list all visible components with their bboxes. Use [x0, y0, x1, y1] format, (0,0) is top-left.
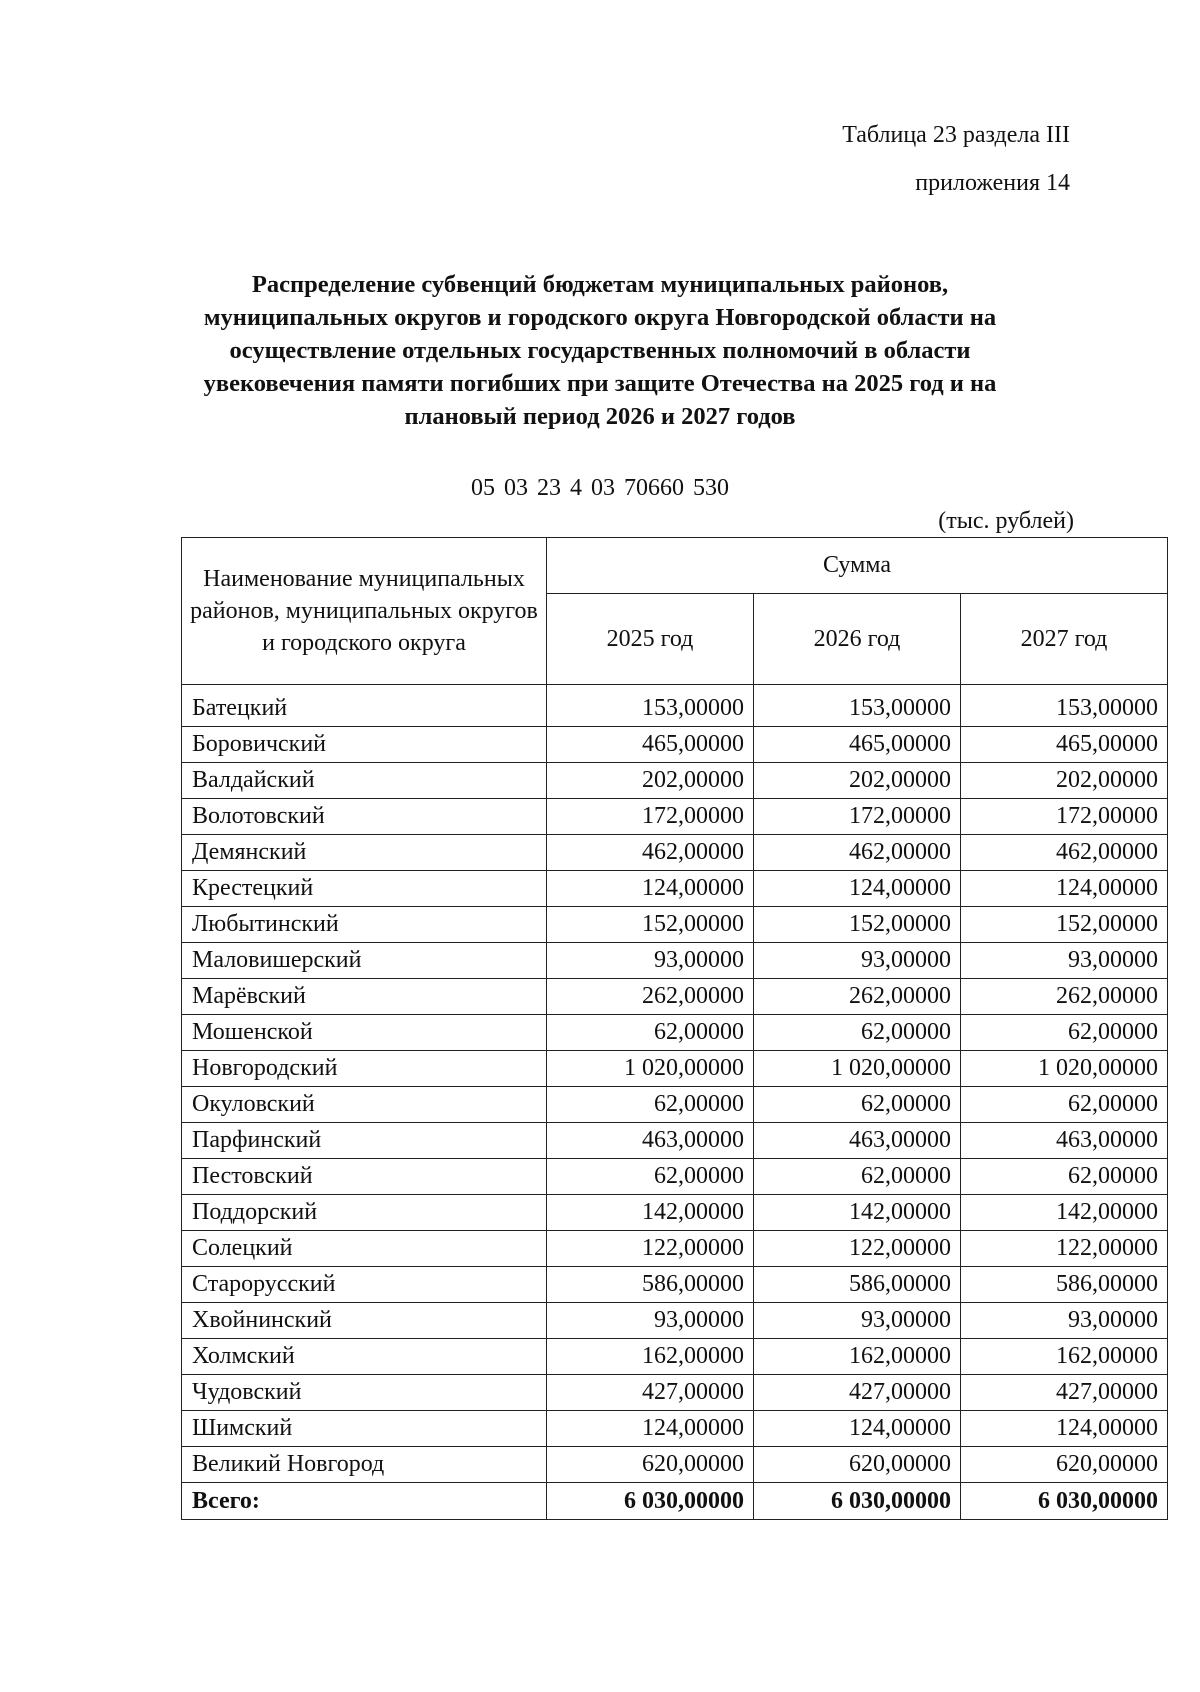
- value-2025-cell: 462,00000: [547, 835, 754, 871]
- district-name-cell: Маловишерский: [182, 943, 547, 979]
- district-name-cell: Окуловский: [182, 1087, 547, 1123]
- value-2027-cell: 162,00000: [961, 1339, 1168, 1375]
- value-2025-cell: 586,00000: [547, 1267, 754, 1303]
- table-reference: Таблица 23 раздела III: [842, 122, 1070, 148]
- value-2026-cell: 62,00000: [754, 1087, 961, 1123]
- value-2025-cell: 93,00000: [547, 1303, 754, 1339]
- district-name-cell: Демянский: [182, 835, 547, 871]
- district-name-cell: Чудовский: [182, 1375, 547, 1411]
- budget-classification-code: 05 03 23 4 03 70660 530: [471, 475, 729, 501]
- subvention-table: [181, 537, 1168, 1520]
- value-2027-cell: 586,00000: [961, 1267, 1168, 1303]
- table-row: [182, 685, 1168, 727]
- table-row: [182, 1015, 1168, 1051]
- table-row: [182, 1339, 1168, 1375]
- district-name-cell: Холмский: [182, 1339, 547, 1375]
- value-2027-cell: 153,00000: [961, 685, 1168, 727]
- value-2025-cell: 62,00000: [547, 1159, 754, 1195]
- value-2025-cell: 172,00000: [547, 799, 754, 835]
- total-2025-cell: 6 030,00000: [547, 1483, 754, 1520]
- value-2027-cell: 93,00000: [961, 943, 1168, 979]
- value-2025-cell: 124,00000: [547, 1411, 754, 1447]
- appendix-reference: приложения 14: [915, 170, 1070, 196]
- table-row: [182, 1267, 1168, 1303]
- value-2026-cell: 1 020,00000: [754, 1051, 961, 1087]
- district-name-cell: Поддорский: [182, 1195, 547, 1231]
- value-2027-cell: 62,00000: [961, 1159, 1168, 1195]
- value-2026-cell: 62,00000: [754, 1159, 961, 1195]
- value-2025-cell: 262,00000: [547, 979, 754, 1015]
- total-2026-cell: 6 030,00000: [754, 1483, 961, 1520]
- district-name-cell: Мошенской: [182, 1015, 547, 1051]
- value-2025-cell: 142,00000: [547, 1195, 754, 1231]
- table-row: [182, 799, 1168, 835]
- district-name-cell: Хвойнинский: [182, 1303, 547, 1339]
- column-header-2026: 2026 год: [754, 594, 961, 685]
- district-name-cell: Крестецкий: [182, 871, 547, 907]
- value-2027-cell: 463,00000: [961, 1123, 1168, 1159]
- value-2025-cell: 463,00000: [547, 1123, 754, 1159]
- document-title: Распределение субвенций бюджетам муниципальных районов, муниципальных округов и городского округа Новгородской области на осуществление отдельных государственных полномочий в области увековечения памяти погибших при защите Отечества на 2025 год и на плановый период 2026 и 2027 годов: [203, 271, 997, 430]
- district-name-cell: Старорусский: [182, 1267, 547, 1303]
- column-header-name: Наименование муниципальных районов, муниципальных округов и городского округа: [182, 538, 547, 685]
- value-2026-cell: 122,00000: [754, 1231, 961, 1267]
- value-2027-cell: 1 020,00000: [961, 1051, 1168, 1087]
- value-2025-cell: 465,00000: [547, 727, 754, 763]
- value-2025-cell: 93,00000: [547, 943, 754, 979]
- value-2027-cell: 172,00000: [961, 799, 1168, 835]
- value-2027-cell: 462,00000: [961, 835, 1168, 871]
- table-row: [182, 1087, 1168, 1123]
- district-name-cell: Солецкий: [182, 1231, 547, 1267]
- value-2025-cell: 162,00000: [547, 1339, 754, 1375]
- district-name-cell: Батецкий: [182, 685, 547, 727]
- value-2025-cell: 1 020,00000: [547, 1051, 754, 1087]
- value-2025-cell: 122,00000: [547, 1231, 754, 1267]
- value-2026-cell: 93,00000: [754, 1303, 961, 1339]
- value-2027-cell: 124,00000: [961, 871, 1168, 907]
- value-2025-cell: 124,00000: [547, 871, 754, 907]
- district-name-cell: Новгородский: [182, 1051, 547, 1087]
- district-name-cell: Валдайский: [182, 763, 547, 799]
- value-2027-cell: 122,00000: [961, 1231, 1168, 1267]
- value-2025-cell: 62,00000: [547, 1015, 754, 1051]
- value-2027-cell: 262,00000: [961, 979, 1168, 1015]
- table-row: [182, 1375, 1168, 1411]
- value-2025-cell: 620,00000: [547, 1447, 754, 1483]
- value-2026-cell: 463,00000: [754, 1123, 961, 1159]
- value-2025-cell: 427,00000: [547, 1375, 754, 1411]
- table-row: [182, 871, 1168, 907]
- table-row: [182, 943, 1168, 979]
- value-2027-cell: 62,00000: [961, 1087, 1168, 1123]
- value-2027-cell: 620,00000: [961, 1447, 1168, 1483]
- column-header-sum: Сумма: [547, 538, 1168, 594]
- table-row: [182, 907, 1168, 943]
- value-2027-cell: 142,00000: [961, 1195, 1168, 1231]
- value-2026-cell: 93,00000: [754, 943, 961, 979]
- table-row: [182, 1159, 1168, 1195]
- column-header-2025: 2025 год: [547, 594, 754, 685]
- column-header-2027: 2027 год: [961, 594, 1168, 685]
- value-2026-cell: 620,00000: [754, 1447, 961, 1483]
- value-2027-cell: 427,00000: [961, 1375, 1168, 1411]
- table-row: [182, 1123, 1168, 1159]
- table-row: [182, 763, 1168, 799]
- district-name-cell: Волотовский: [182, 799, 547, 835]
- total-2027-cell: 6 030,00000: [961, 1483, 1168, 1520]
- table-row: [182, 727, 1168, 763]
- table-row: [182, 1051, 1168, 1087]
- total-row: [182, 1483, 1168, 1520]
- table-body: [182, 685, 1168, 1520]
- value-2025-cell: 62,00000: [547, 1087, 754, 1123]
- table-row: [182, 835, 1168, 871]
- table-row: [182, 1411, 1168, 1447]
- units-label: (тыс. рублей): [938, 508, 1074, 534]
- table-row: [182, 979, 1168, 1015]
- value-2026-cell: 262,00000: [754, 979, 961, 1015]
- value-2026-cell: 124,00000: [754, 1411, 961, 1447]
- table-row: [182, 1447, 1168, 1483]
- district-name-cell: Парфинский: [182, 1123, 547, 1159]
- value-2026-cell: 465,00000: [754, 727, 961, 763]
- table-row: [182, 1195, 1168, 1231]
- value-2025-cell: 202,00000: [547, 763, 754, 799]
- value-2027-cell: 124,00000: [961, 1411, 1168, 1447]
- value-2025-cell: 153,00000: [547, 685, 754, 727]
- value-2025-cell: 152,00000: [547, 907, 754, 943]
- value-2026-cell: 152,00000: [754, 907, 961, 943]
- value-2026-cell: 586,00000: [754, 1267, 961, 1303]
- value-2026-cell: 153,00000: [754, 685, 961, 727]
- district-name-cell: Любытинский: [182, 907, 547, 943]
- district-name-cell: Шимский: [182, 1411, 547, 1447]
- district-name-cell: Пестовский: [182, 1159, 547, 1195]
- district-name-cell: Марёвский: [182, 979, 547, 1015]
- value-2027-cell: 93,00000: [961, 1303, 1168, 1339]
- table-row: [182, 1231, 1168, 1267]
- value-2027-cell: 152,00000: [961, 907, 1168, 943]
- total-label-cell: Всего:: [182, 1483, 547, 1520]
- value-2027-cell: 202,00000: [961, 763, 1168, 799]
- value-2026-cell: 172,00000: [754, 799, 961, 835]
- district-name-cell: Боровичский: [182, 727, 547, 763]
- value-2026-cell: 462,00000: [754, 835, 961, 871]
- value-2026-cell: 142,00000: [754, 1195, 961, 1231]
- value-2027-cell: 62,00000: [961, 1015, 1168, 1051]
- district-name-cell: Великий Новгород: [182, 1447, 547, 1483]
- value-2026-cell: 162,00000: [754, 1339, 961, 1375]
- value-2026-cell: 124,00000: [754, 871, 961, 907]
- value-2027-cell: 465,00000: [961, 727, 1168, 763]
- value-2026-cell: 202,00000: [754, 763, 961, 799]
- value-2026-cell: 62,00000: [754, 1015, 961, 1051]
- table-row: [182, 1303, 1168, 1339]
- value-2026-cell: 427,00000: [754, 1375, 961, 1411]
